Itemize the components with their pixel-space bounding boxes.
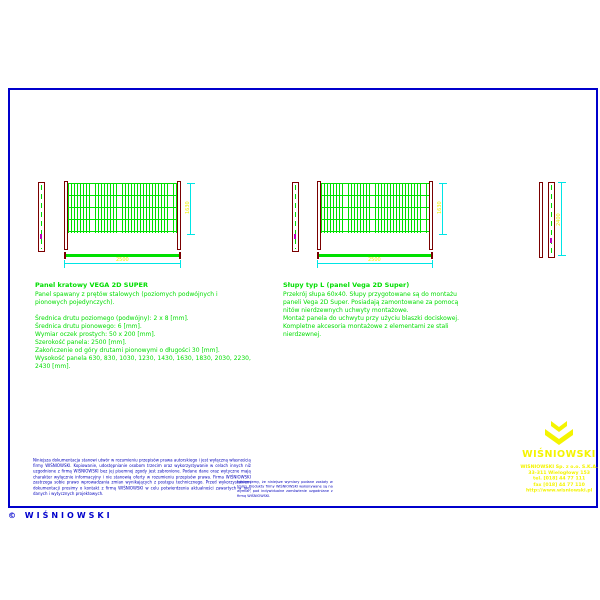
post-side-view bbox=[292, 182, 299, 252]
spec-line: Wymiar oczek prostych: 50 x 200 [mm]. bbox=[35, 331, 156, 338]
post-centerline bbox=[551, 185, 552, 255]
post-side-view bbox=[38, 182, 45, 252]
width-dimension-line bbox=[64, 263, 181, 264]
post-description-block bbox=[283, 281, 473, 339]
dimensions-note: Informujemy, że niniejsze wymiary podane zostały w [mm]. Produkty firmy WIŚNIOWSKI wykonywane są na wymiar, pod indywidualne zamówienie uzgadniane z firmą WIŚNIOWSKI. bbox=[237, 480, 333, 498]
panel-description-block bbox=[35, 281, 251, 371]
post-side-view bbox=[548, 182, 555, 258]
right-post bbox=[429, 181, 433, 250]
right-post bbox=[177, 181, 181, 250]
width-dimension-label: 2500 bbox=[368, 257, 381, 263]
post-centerline bbox=[41, 185, 42, 249]
spec-line: Średnica drutu poziomego (podwójny): 2 x 8 [mm]. bbox=[35, 315, 189, 322]
spec-line: Szerokość panela: 2500 [mm]. bbox=[35, 339, 127, 346]
post-paragraph: Montaż panela do uchwytu przy użyciu blaszki dociskowej. bbox=[283, 315, 459, 322]
bracket-mark bbox=[294, 234, 296, 239]
address-line: fax [018] 44 77 110 bbox=[533, 481, 585, 488]
post-title: Słupy typ L (panel Vega 2D Super) bbox=[283, 281, 410, 289]
width-dimension-line bbox=[317, 263, 433, 264]
post-paragraph: Kompletne akcesoria montażowe z elementami ze stali nierdzewnej. bbox=[283, 323, 449, 338]
address-line: http://www.wisniowski.pl bbox=[525, 487, 593, 493]
panel-title: Panel kratowy VEGA 2D SUPER bbox=[35, 281, 148, 289]
wire-mesh-panel bbox=[68, 183, 177, 233]
post-front-view bbox=[539, 182, 543, 258]
bracket-mark bbox=[550, 238, 552, 243]
bracket-mark bbox=[40, 234, 42, 239]
address-line: tel. [018] 44 77 111 bbox=[533, 475, 586, 482]
copyright-text: © WIŚNIOWSKI bbox=[8, 511, 113, 520]
post-paragraph: Przekrój słupa 60x40. Słupy przygotowane są do montażu paneli Vega 2D Super. Posiadają zamontowane za pomocą nitów nierdzewnych uchwyty montażowe. bbox=[283, 291, 459, 314]
spec-line: Zakończenie od góry drutami pionowymi o długości 30 [mm]. bbox=[35, 347, 220, 354]
address-line: 33-311 Wielogłowy 153 bbox=[528, 469, 590, 476]
post-centerline bbox=[295, 185, 296, 249]
company-address bbox=[510, 464, 600, 493]
wire-mesh-panel bbox=[321, 183, 429, 233]
brand-logo-text: WIŚNIOWSKI bbox=[522, 449, 596, 460]
panel-intro: Panel spawany z prętów stalowych (poziomych podwójnych i pionowych pojedynczych). bbox=[35, 291, 218, 306]
width-dimension-label: 2500 bbox=[116, 257, 129, 263]
post-height-dimension-label: 2400 bbox=[556, 213, 562, 226]
height-dimension-label: 1630 bbox=[185, 201, 191, 214]
height-dimension-label: 1630 bbox=[437, 201, 443, 214]
spec-line: Wysokość panela 630, 830, 1030, 1230, 1430, 1630, 1830, 2030, 2230, 2430 [mm]. bbox=[35, 355, 251, 370]
address-line: WIŚNIOWSKI Sp. z o.o. S.K.A. bbox=[520, 464, 598, 470]
wisniowski-logo-icon bbox=[544, 421, 574, 447]
spec-line: Średnica drutu pionowego: 6 [mm]. bbox=[35, 323, 142, 330]
legal-disclaimer: Niniejsza dokumentacja stanowi utwór w rozumieniu przepisów prawa autorskiego i jest wyłączną własnością firmy WIŚNIOWSKI. Kopiowanie, udostępnianie osobom trzecim oraz wykorzystywanie w celach innych niż uzgodnione z firmą WIŚNIOWSKI bez jej pisemnej zgody jest zabronione. Podane dane oraz wytyczne mają charakter wyłącznie informacyjny i nie stanowią oferty w rozumieniu przepisów prawa. Firma WIŚNIOWSKI zastrzega sobie prawo wprowadzania zmian wynikających z postępu technicznego. Przed wykorzystaniem dokumentacji prosimy o kontakt z firmą WIŚNIOWSKI w celu potwierdzenia aktualności zawartych w niej danych i wytycznych projektowych. bbox=[33, 458, 251, 497]
